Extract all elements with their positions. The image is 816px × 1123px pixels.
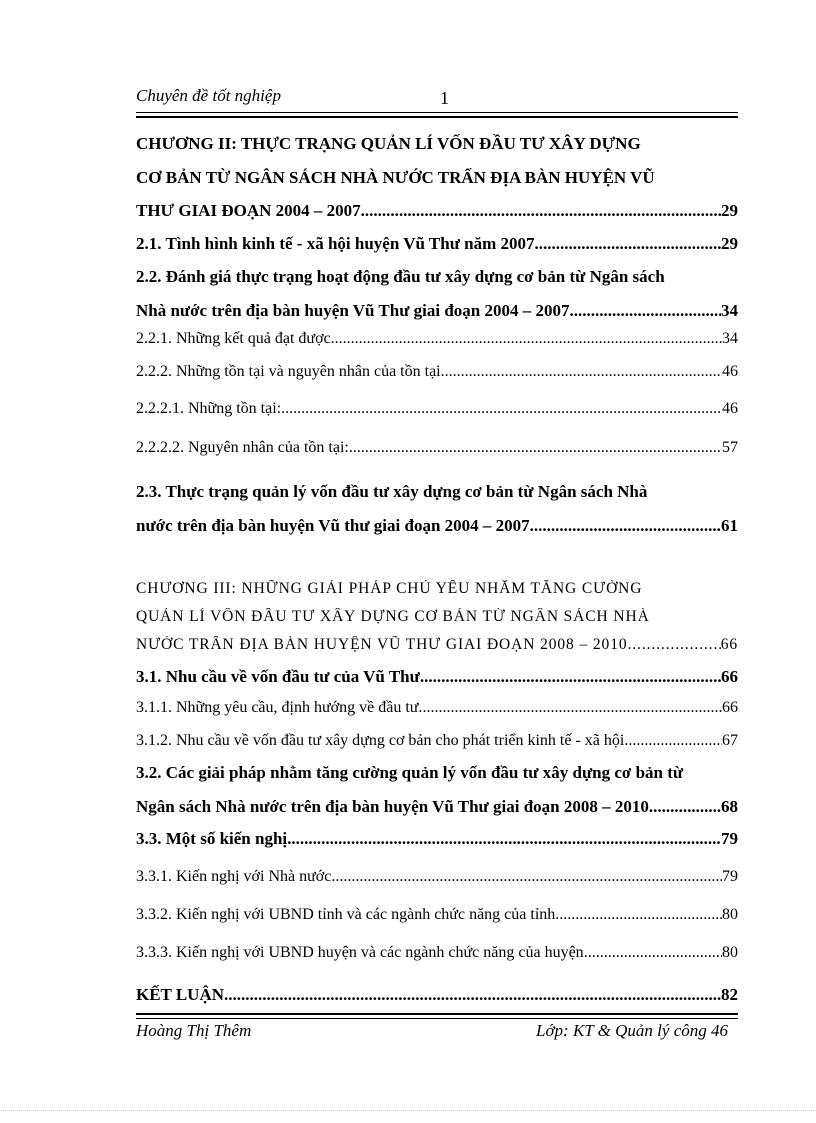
toc-entry-s2-3-l1[interactable] bbox=[136, 482, 738, 512]
toc-entry-text: 3.2. Các giải pháp nhằm tăng cường quản lý vốn đầu tư xây dựng cơ bản từ bbox=[136, 763, 684, 782]
toc-entry-s2-2-1[interactable] bbox=[136, 330, 738, 360]
toc-dot-leader bbox=[365, 201, 721, 221]
toc-entry-text: 3.3.3. Kiến nghị với UBND huyện và các ngành chức năng của huyện bbox=[136, 944, 584, 961]
toc-page-number: 29 bbox=[721, 201, 738, 220]
toc-entry-text: 3.3. Một số kiến nghị bbox=[136, 829, 288, 848]
toc-entry-text: nước trên địa bàn huyện Vũ thư giai đoạn 2004 – 2007. bbox=[136, 516, 534, 535]
toc-entry-s3-1-2[interactable] bbox=[136, 732, 738, 762]
toc-entry-text: QUẢN LÍ VỐN ĐẦU TƯ XÂY DỰNG CƠ BẢN TỪ NGÂN SÁCH NHÀ bbox=[136, 608, 650, 625]
toc-entry-s3-1-1[interactable] bbox=[136, 699, 738, 729]
toc-entry-text: Ngân sách Nhà nước trên địa bàn huyện Vũ Thư giai đoạn 2008 – 2010. bbox=[136, 797, 654, 816]
header-title: Chuyên đề tốt nghiệp bbox=[136, 86, 281, 105]
toc-entry-s2-2-2[interactable] bbox=[136, 363, 738, 393]
toc-entry-text: 3.3.2. Kiến nghị với UBND tỉnh và các ngành chức năng của tỉnh. bbox=[136, 906, 560, 923]
toc-page-number: 34 bbox=[721, 301, 738, 320]
toc-entry-ch2-l3[interactable] bbox=[136, 201, 738, 231]
toc-dot-leader bbox=[287, 829, 721, 849]
toc-entry-s2-2-2-1[interactable] bbox=[136, 400, 738, 430]
footer-class: Lớp: KT & Quản lý công 46 bbox=[536, 1021, 728, 1040]
toc-entry-s3-3[interactable] bbox=[136, 829, 738, 859]
toc-page-number: 67 bbox=[722, 732, 738, 749]
header-rule-thin bbox=[136, 112, 738, 113]
toc-dot-leader bbox=[539, 234, 721, 254]
toc-page-number: 66 bbox=[720, 636, 738, 653]
toc-dot-leader bbox=[335, 868, 722, 886]
toc-entry-ch3-l1[interactable] bbox=[136, 580, 738, 610]
toc-page-number: 80 bbox=[722, 906, 738, 923]
footer-rule-thin bbox=[136, 1018, 738, 1019]
toc-entry-s2-2-2-2[interactable] bbox=[136, 439, 738, 469]
toc-dot-leader bbox=[632, 636, 720, 654]
toc-entry-text: 3.1.1. Những yêu cầu, định hướng về đầu tư. bbox=[136, 699, 423, 716]
toc-entry-text: 2.3. Thực trạng quản lý vốn đầu tư xây dựng cơ bản từ Ngân sách Nhà bbox=[136, 482, 648, 501]
toc-entry-text: 3.1. Nhu cầu về vốn đầu tư của Vũ Thư. bbox=[136, 667, 425, 686]
toc-entry-ch3-l3[interactable] bbox=[136, 636, 738, 666]
toc-dot-leader bbox=[445, 363, 722, 381]
page-footer bbox=[136, 1021, 738, 1045]
toc-entry-text: 2.2.2.2. Nguyên nhân của tồn tại: bbox=[136, 439, 349, 456]
toc-page-number: 34 bbox=[722, 330, 738, 347]
toc-entry-text: 3.3.1. Kiến nghị với Nhà nước. bbox=[136, 868, 336, 885]
toc-entry-s2-2-l2[interactable] bbox=[136, 301, 738, 331]
toc-dot-leader bbox=[534, 516, 721, 536]
toc-entry-ch2-l1[interactable] bbox=[136, 134, 738, 164]
page-header bbox=[136, 86, 738, 110]
toc-dot-leader bbox=[559, 906, 722, 924]
toc-entry-ketluan[interactable] bbox=[136, 985, 738, 1015]
toc-page-number: 79 bbox=[721, 829, 738, 848]
toc-page-number: 68 bbox=[721, 797, 738, 816]
toc-page-number: 66 bbox=[721, 667, 738, 686]
header-rule-thick bbox=[136, 116, 738, 118]
toc-entry-text: 2.1. Tình hình kinh tế - xã hội huyện Vũ Thư năm 2007. bbox=[136, 234, 539, 253]
footer-author: Hoàng Thị Thêm bbox=[136, 1021, 252, 1040]
toc-page-number: 80 bbox=[722, 944, 738, 961]
toc-dot-leader bbox=[281, 400, 722, 418]
toc-dot-leader bbox=[584, 944, 722, 962]
toc-dot-leader bbox=[574, 301, 721, 321]
toc-entry-s3-1[interactable] bbox=[136, 667, 738, 697]
toc-entry-text: 2.2.2.1. Những tồn tại: bbox=[136, 400, 282, 417]
toc-entry-s3-2-l1[interactable] bbox=[136, 763, 738, 793]
toc-page-number: 79 bbox=[722, 868, 738, 885]
toc-entry-ch2-l2[interactable] bbox=[136, 168, 738, 198]
toc-page-number: 46 bbox=[722, 363, 738, 380]
toc-entry-text: 3.1.2. Nhu cầu về vốn đầu tư xây dựng cơ bản cho phát triển kinh tế - xã hội bbox=[136, 732, 625, 749]
footer-rule-thick bbox=[136, 1013, 738, 1015]
toc-dot-leader bbox=[422, 699, 722, 717]
toc-entry-text: Nhà nước trên địa bàn huyện Vũ Thư giai đoạn 2004 – 2007. bbox=[136, 301, 574, 320]
toc-page-number: 61 bbox=[721, 516, 738, 535]
toc-entry-s3-2-l2[interactable] bbox=[136, 797, 738, 827]
toc-dot-leader bbox=[224, 985, 721, 1005]
toc-entry-s2-1[interactable] bbox=[136, 234, 738, 264]
toc-entry-text: CHƯƠNG II: THỰC TRẠNG QUẢN LÍ VỐN ĐẦU TƯ XÂY DỰNG bbox=[136, 134, 641, 153]
toc-entry-s3-3-2[interactable] bbox=[136, 906, 738, 936]
toc-entry-text: THƯ GIAI ĐOẠN 2004 – 2007. bbox=[136, 201, 365, 220]
toc-dot-leader bbox=[653, 797, 721, 817]
toc-page-number: 46 bbox=[722, 400, 738, 417]
toc-dot-leader bbox=[335, 330, 722, 348]
header-page-number: 1 bbox=[440, 88, 449, 108]
toc-page-number: 57 bbox=[722, 439, 738, 456]
toc-entry-text: 2.2. Đánh giá thực trạng hoạt động đầu tư xây dựng cơ bản từ Ngân sách bbox=[136, 267, 665, 286]
toc-entry-s3-3-1[interactable] bbox=[136, 868, 738, 898]
page-edge bbox=[0, 1110, 816, 1111]
toc-dot-leader bbox=[349, 439, 722, 457]
toc-entry-text: 2.2.1. Những kết quả đạt được. bbox=[136, 330, 335, 347]
toc-entry-text: CƠ BẢN TỪ NGÂN SÁCH NHÀ NƯỚC TRẤN ĐỊA BÀN HUYỆN VŨ bbox=[136, 168, 655, 187]
toc-page-number: 29 bbox=[721, 234, 738, 253]
toc-dot-leader bbox=[424, 667, 721, 687]
toc-entry-ch3-l2[interactable] bbox=[136, 608, 738, 638]
toc-entry-text: CHƯƠNG III: NHỮNG GIẢI PHÁP CHỦ YẾU NHẰM TĂNG CƯỜNG bbox=[136, 580, 643, 597]
toc-entry-s3-3-3[interactable] bbox=[136, 944, 738, 974]
toc-dot-leader bbox=[624, 732, 722, 750]
toc-entry-text: KẾT LUẬN bbox=[136, 985, 225, 1004]
toc-entry-s2-3-l2[interactable] bbox=[136, 516, 738, 546]
toc-entry-s2-2-l1[interactable] bbox=[136, 267, 738, 297]
toc-entry-text: 2.2.2. Những tồn tại và nguyên nhân của tồn tại. bbox=[136, 363, 445, 380]
toc-page-number: 82 bbox=[721, 985, 738, 1004]
toc-page-number: 66 bbox=[722, 699, 738, 716]
toc-entry-text: NƯỚC TRẤN ĐỊA BÀN HUYỆN VŨ THƯ GIAI ĐOẠN 2008 – 2010. bbox=[136, 636, 633, 653]
